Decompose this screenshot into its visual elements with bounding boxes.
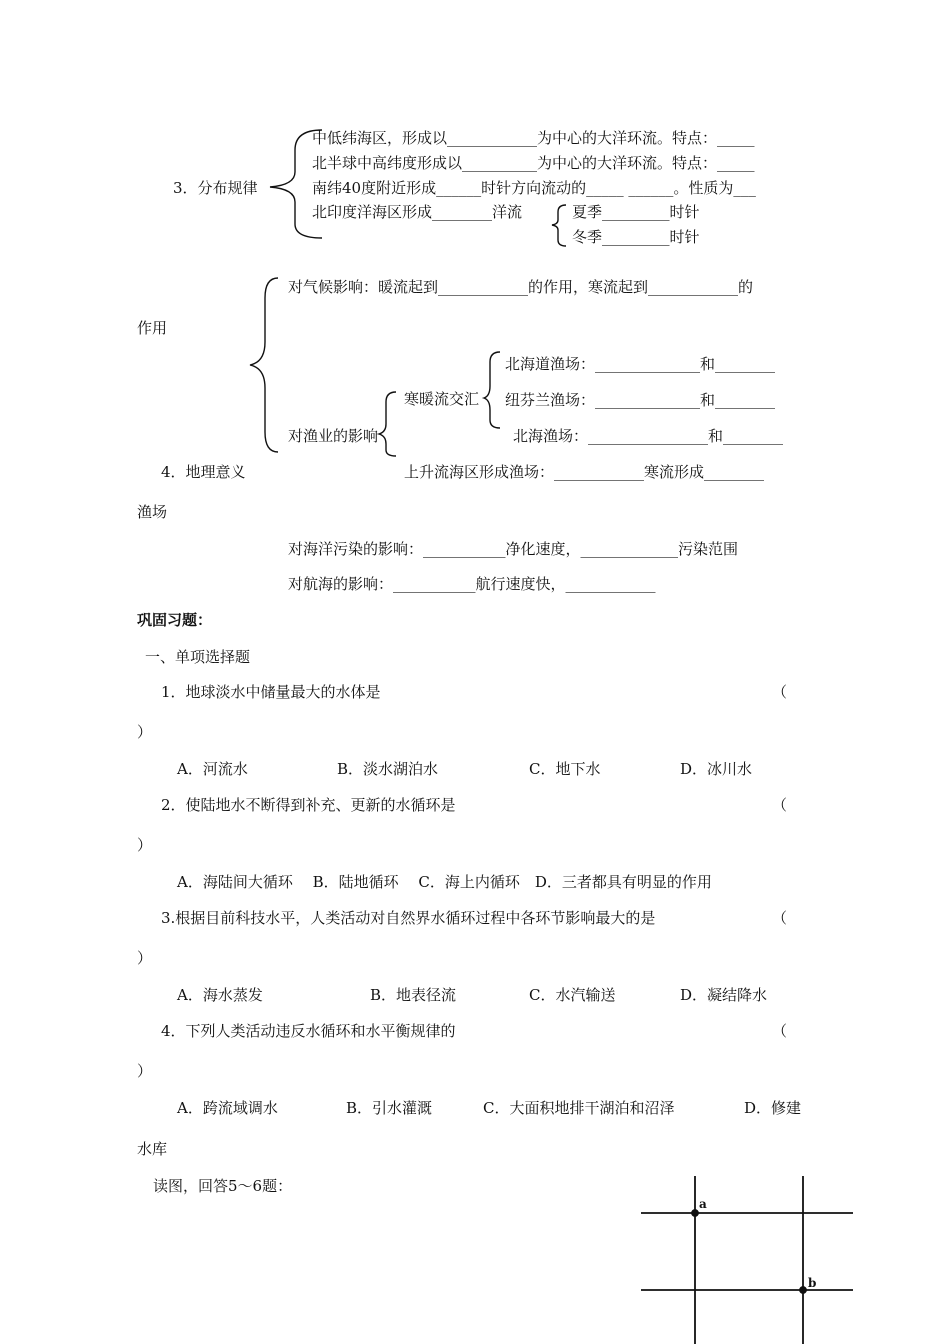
- section3-line2: 北半球中高纬度形成以__________为中心的大洋环流。特点：_____: [312, 154, 755, 172]
- q2-options: A．海陆间大循环 B．陆地循环 C．海上内循环 D．三者都具有明显的作用: [177, 873, 712, 891]
- figure-grid: [641, 1176, 853, 1344]
- q1-option-b: B．淡水湖泊水: [337, 760, 439, 778]
- read-figure-prompt: 读图，回答5～6题：: [153, 1177, 293, 1195]
- upwelling-line: 上升流海区形成渔场：____________寒流形成________: [404, 463, 765, 481]
- section3-winter: 冬季_________时针: [572, 228, 700, 246]
- q3-option-b: B．地表径流: [370, 986, 457, 1004]
- brace-coldwarm: [484, 352, 500, 428]
- q4-close-paren: ）: [137, 1062, 153, 1080]
- newfoundland-fishery: 纽芬兰渔场：______________和________: [505, 391, 776, 409]
- figure-label-b: b: [808, 1276, 817, 1290]
- brace-monsoon: [552, 205, 566, 246]
- fishery-label: 对渔业的影响: [288, 427, 379, 445]
- q2-open-paren: （: [772, 796, 788, 814]
- q1-option-c: C．地下水: [529, 760, 601, 778]
- navigation-line: 对航海的影响：___________航行速度快，____________: [288, 575, 656, 593]
- cold-warm-label: 寒暖流交汇: [404, 390, 480, 408]
- q2-text: 2．使陆地水不断得到补充、更新的水循环是: [161, 796, 456, 814]
- q4-cont: 水库: [137, 1140, 168, 1158]
- climate-line: 对气候影响：暖流起到____________的作用，寒流起到____________的: [288, 278, 754, 296]
- q3-option-c: C．水汽输送: [529, 986, 616, 1004]
- brace-section4: [250, 278, 278, 452]
- section3-line1: 中低纬海区，形成以____________为中心的大洋环流。特点：_____: [312, 129, 755, 147]
- section3-label: 3．分布规律: [173, 179, 258, 197]
- section3-line4: 北印度洋海区形成________洋流: [312, 203, 523, 221]
- fishery-cont: 渔场: [137, 503, 168, 521]
- q3-close-paren: ）: [137, 949, 153, 967]
- q4-option-c: C．大面积地排干湖泊和沼泽: [483, 1099, 675, 1117]
- q1-option-a: A．河流水: [177, 760, 248, 778]
- q3-open-paren: （: [772, 909, 788, 927]
- north-sea-road-fishery: 北海道渔场：______________和________: [505, 355, 776, 373]
- q2-close-paren: ）: [137, 836, 153, 854]
- figure-label-a: a: [699, 1197, 707, 1211]
- brace-fishery: [379, 392, 396, 456]
- climate-cont: 作用: [137, 319, 168, 337]
- q3-option-d: D．凝结降水: [680, 986, 768, 1004]
- q4-option-a: A．跨流域调水: [177, 1099, 278, 1117]
- section3-summer: 夏季_________时针: [572, 203, 700, 221]
- q3-option-a: A．海水蒸发: [177, 986, 263, 1004]
- q4-text: 4．下列人类活动违反水循环和水平衡规律的: [161, 1022, 456, 1040]
- q4-option-d: D．修建: [744, 1099, 802, 1117]
- pollution-line: 对海洋污染的影响：___________净化速度，_____________污染范围: [288, 540, 739, 558]
- section-title: 一、单项选择题: [145, 648, 251, 666]
- section4-label: 4．地理意义: [161, 463, 246, 481]
- section3-line3: 南纬40度附近形成______时针方向流动的_____ ______。性质为___: [312, 179, 756, 197]
- q4-option-b: B．引水灌溉: [346, 1099, 433, 1117]
- q1-option-d: D．冰川水: [680, 760, 753, 778]
- north-sea-fishery: 北海渔场：________________和________: [513, 427, 784, 445]
- q1-close-paren: ）: [137, 723, 153, 741]
- q1-open-paren: （: [772, 683, 788, 701]
- q3-text: 3.根据目前科技水平，人类活动对自然界水循环过程中各环节影响最大的是: [161, 909, 656, 927]
- q1-text: 1．地球淡水中储量最大的水体是: [161, 683, 381, 701]
- q4-open-paren: （: [772, 1022, 788, 1040]
- exercises-heading: 巩固习题：: [137, 611, 213, 629]
